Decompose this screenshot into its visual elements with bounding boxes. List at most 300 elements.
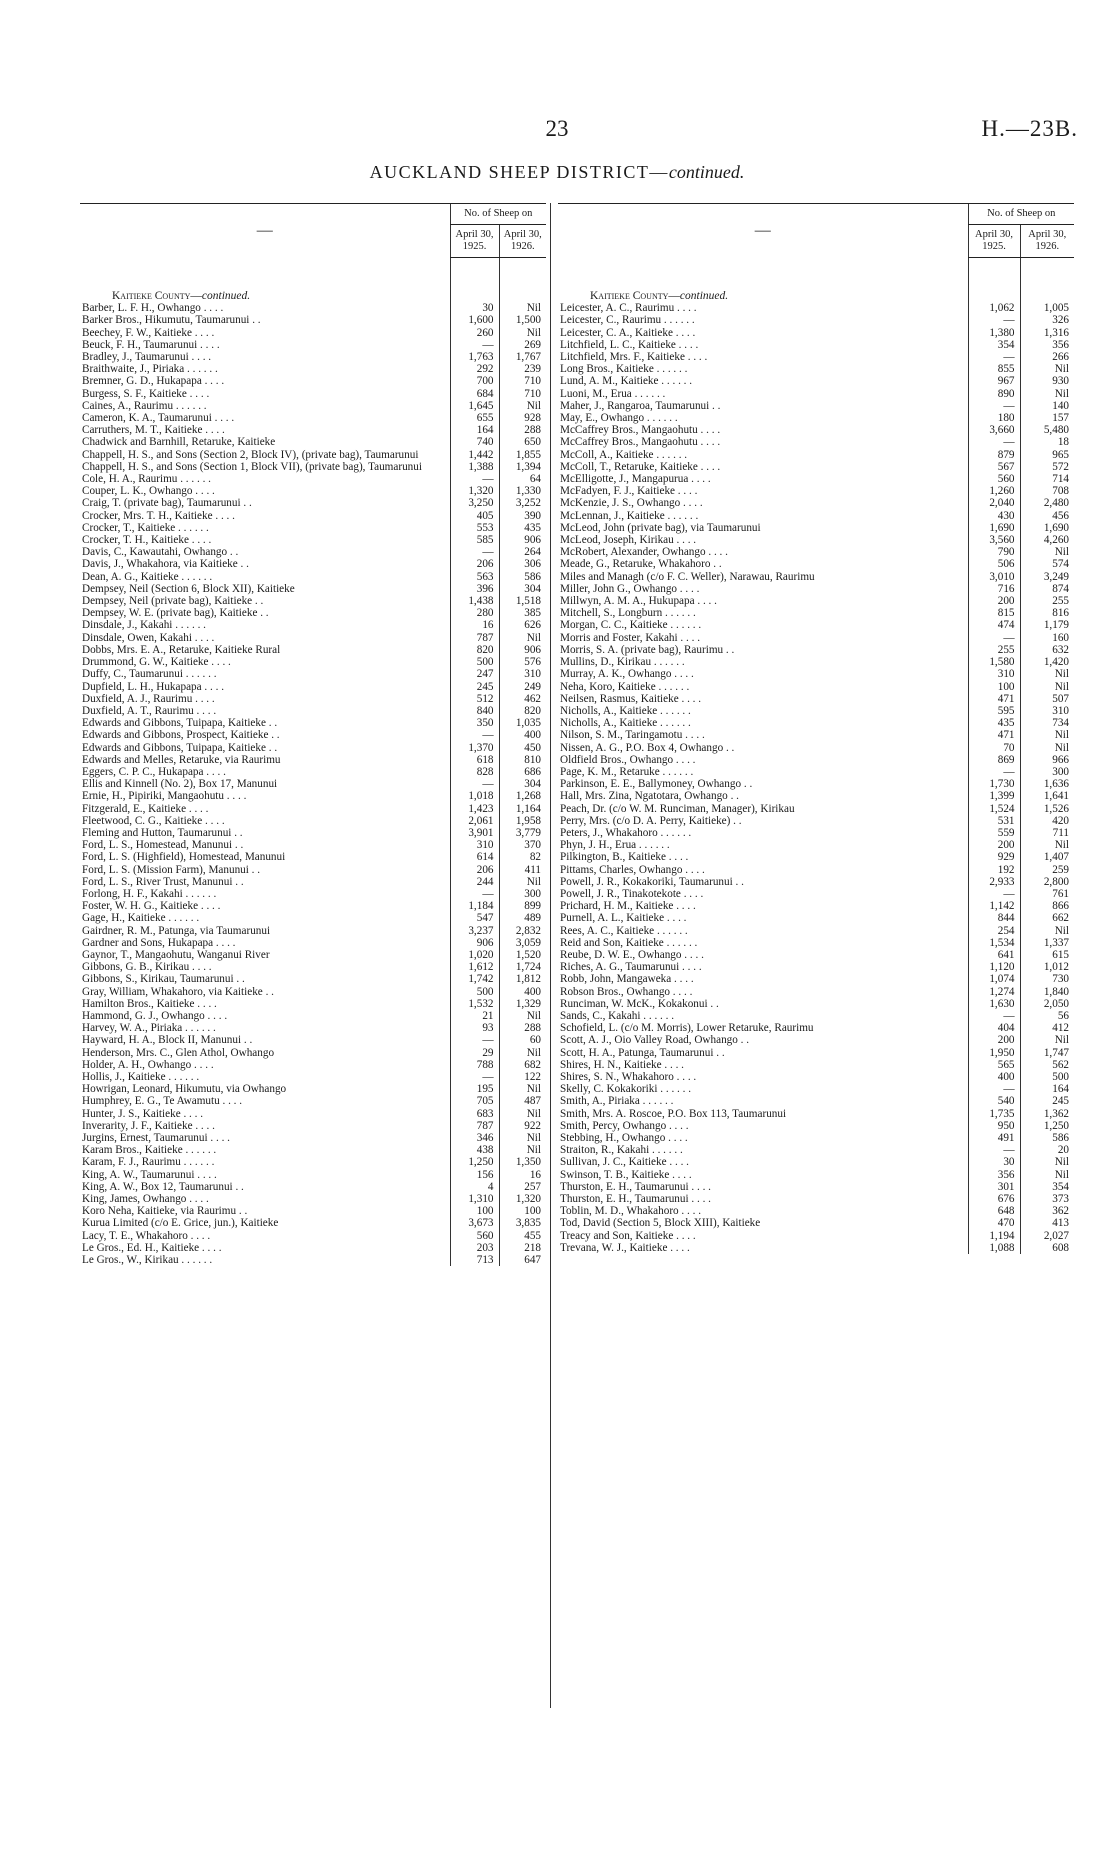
table-row <box>558 1120 1074 1132</box>
sheepowner-name: Howrigan, Leonard, Hikumutu, via Owhango <box>82 1083 287 1096</box>
table-row <box>80 1132 546 1144</box>
sheepowner-name: Barber, L. F. H., Owhango . . . . <box>82 302 224 315</box>
sheepowner-name: Barker Bros., Hikumutu, Taumarunui . . <box>82 314 261 327</box>
sheep-count-1926: 1,350 <box>499 1156 546 1168</box>
table-row <box>80 949 546 961</box>
sheep-count-1925: 2,040 <box>968 497 1020 509</box>
sheep-count-1925: 547 <box>450 912 499 924</box>
sheepowner-name: McLeod, Joseph, Kirikau . . . . <box>560 534 697 547</box>
sheep-count-1925: 585 <box>450 534 499 546</box>
sheep-count-1926: 1,641 <box>1020 790 1074 802</box>
sheep-count-1925: — <box>450 778 499 790</box>
sheep-count-1925: 1,088 <box>968 1242 1020 1254</box>
sheep-count-1925: — <box>968 1010 1020 1022</box>
sheepowner-name: Ford, L. S. (Mission Farm), Manunui . . <box>82 863 261 876</box>
sheep-count-1925: 280 <box>450 607 499 619</box>
table-row <box>558 925 1074 937</box>
sheepowner-name: King, A. W., Box 12, Taumarunui . . <box>82 1180 244 1193</box>
sheep-count-1926: Nil <box>499 1144 546 1156</box>
sheepowner-name: Karam, F. J., Raurimu . . . . . . <box>82 1156 215 1169</box>
table-row <box>80 1181 546 1193</box>
table-row <box>80 1071 546 1083</box>
table-row <box>558 375 1074 387</box>
sheep-count-1926: 310 <box>1020 705 1074 717</box>
table-row <box>80 1242 546 1254</box>
sheep-count-1926: Nil <box>1020 1034 1074 1046</box>
table-row <box>80 717 546 729</box>
table-row <box>80 473 546 485</box>
sheep-count-1925: 1,735 <box>968 1108 1020 1120</box>
table-row <box>80 803 546 815</box>
sheep-count-1925: 1,018 <box>450 790 499 802</box>
table-row <box>80 937 546 949</box>
sheep-count-1926: 1,747 <box>1020 1047 1074 1059</box>
table-row <box>80 461 546 473</box>
sheep-count-1925: 200 <box>968 595 1020 607</box>
table-row <box>80 815 546 827</box>
sheep-count-1926: 615 <box>1020 949 1074 961</box>
table-row <box>558 778 1074 790</box>
table-row <box>558 1047 1074 1059</box>
sheep-count-1925: 195 <box>450 1083 499 1095</box>
sheep-count-1926: 1,690 <box>1020 522 1074 534</box>
sheep-count-1925: 1,442 <box>450 449 499 461</box>
table-row <box>80 1254 546 1266</box>
sheepowner-name: Straiton, R., Kakahi . . . . . . <box>560 1144 683 1157</box>
sheepowner-name: Ellis and Kinnell (No. 2), Box 17, Manunui <box>82 778 278 791</box>
table-row <box>80 1010 546 1022</box>
sheepowner-name: Braithwaite, J., Piriaka . . . . . . <box>82 363 218 376</box>
sheep-count-1926: 385 <box>499 607 546 619</box>
sheep-count-1926: Nil <box>499 1010 546 1022</box>
sheepowner-name: King, James, Owhango . . . . <box>82 1193 209 1206</box>
sheep-count-1925: 1,260 <box>968 485 1020 497</box>
sheep-count-1926: 4,260 <box>1020 534 1074 546</box>
sheepowner-name: Skelly, C. Kokakoriki . . . . . . <box>560 1083 692 1096</box>
table-row <box>80 558 546 570</box>
sheep-count-1925: 244 <box>450 876 499 888</box>
sheepowner-name: Beuck, F. H., Taumarunui . . . . <box>82 338 220 351</box>
sheep-count-1926: 1,500 <box>499 314 546 326</box>
sheep-count-1926: 1,767 <box>499 351 546 363</box>
sheep-count-1925: — <box>450 729 499 741</box>
page-number: 23 <box>545 116 569 141</box>
table-row <box>558 510 1074 522</box>
col-1926-header: April 30, 1926. <box>1020 225 1074 258</box>
sheepowner-name: Pittams, Charles, Owhango . . . . <box>560 863 705 876</box>
sheep-count-1925: 70 <box>968 742 1020 754</box>
sheepowner-name: Thurston, E. H., Taumarunui . . . . <box>560 1193 711 1206</box>
sheep-count-1926: 1,316 <box>1020 327 1074 339</box>
sheepowner-name: Reid and Son, Kaitieke . . . . . . <box>560 936 698 949</box>
sheep-count-1926: 650 <box>499 436 546 448</box>
sheep-count-1925: 641 <box>968 949 1020 961</box>
sheepowner-name: Gardner and Sons, Hukapapa . . . . <box>82 936 236 949</box>
sheep-count-1925: 705 <box>450 1095 499 1107</box>
sheep-count-1925: 164 <box>450 424 499 436</box>
sheepowner-name: Gray, William, Whakahoro, via Kaitieke . . <box>82 985 274 998</box>
sheep-count-1925: 200 <box>968 1034 1020 1046</box>
table-row <box>558 583 1074 595</box>
sheep-count-1925: 471 <box>968 693 1020 705</box>
sheep-count-1926: 626 <box>499 619 546 631</box>
sheep-count-1926: Nil <box>1020 925 1074 937</box>
table-row <box>558 607 1074 619</box>
table-row <box>558 1034 1074 1046</box>
sheep-count-1925: 260 <box>450 327 499 339</box>
sheep-count-1925: 1,062 <box>968 302 1020 314</box>
sheep-count-1926: 435 <box>499 522 546 534</box>
sheep-count-1926: 16 <box>499 1169 546 1181</box>
sheep-count-1926: 930 <box>1020 375 1074 387</box>
sheep-count-1926: 3,779 <box>499 827 546 839</box>
table-row <box>80 888 546 900</box>
sheep-count-1925: 828 <box>450 766 499 778</box>
sheepowner-name: Burgess, S. F., Kaitieke . . . . <box>82 387 210 400</box>
sheep-count-1925: 614 <box>450 851 499 863</box>
table-row <box>80 619 546 631</box>
table-row <box>80 742 546 754</box>
sheep-count-1925: 1,074 <box>968 973 1020 985</box>
sheep-count-1926: 288 <box>499 1022 546 1034</box>
table-row <box>80 412 546 424</box>
sheep-count-1926: 906 <box>499 534 546 546</box>
sheep-count-1926: 572 <box>1020 461 1074 473</box>
sheep-count-1925: 3,237 <box>450 925 499 937</box>
sheep-count-group-header: No. of Sheep on <box>450 204 546 225</box>
sheep-count-1925: — <box>968 1144 1020 1156</box>
sheep-count-1926: 157 <box>1020 412 1074 424</box>
sheep-count-1926: 2,480 <box>1020 497 1074 509</box>
table-row <box>558 595 1074 607</box>
sheepowner-name: McCaffrey Bros., Mangaohutu . . . . <box>560 424 721 437</box>
sheep-count-1925: 203 <box>450 1242 499 1254</box>
sheepowner-name: Maher, J., Rangaroa, Taumarunui . . <box>560 399 721 412</box>
sheep-count-1925: 200 <box>968 839 1020 851</box>
sheep-count-1926: 455 <box>499 1230 546 1242</box>
sheepowner-name: Sullivan, J. C., Kaitieke . . . . <box>560 1156 689 1169</box>
table-row <box>558 534 1074 546</box>
sheep-count-1926: 1,330 <box>499 485 546 497</box>
sheepowner-name: Morgan, C. C., Kaitieke . . . . . . <box>560 619 702 632</box>
sheepowner-name: McElligotte, J., Mangapurua . . . . <box>560 473 711 486</box>
sheep-count-1925: 788 <box>450 1059 499 1071</box>
sheepowner-name: Chadwick and Barnhill, Retaruke, Kaitieke <box>82 436 276 449</box>
sheep-count-1926: 412 <box>1020 1022 1074 1034</box>
sheep-count-1925: 787 <box>450 1120 499 1132</box>
sheep-count-1926: 3,059 <box>499 937 546 949</box>
sheep-count-1925: 356 <box>968 1169 1020 1181</box>
sheepowner-name: Peach, Dr. (c/o W. M. Runciman, Manager), Kirikau <box>560 802 795 815</box>
sheep-count-1925: 310 <box>450 839 499 851</box>
sheep-count-1926: 1,362 <box>1020 1108 1074 1120</box>
sheep-count-1925: 180 <box>968 412 1020 424</box>
table-row <box>558 876 1074 888</box>
sheep-count-1926: 1,035 <box>499 717 546 729</box>
sheep-count-1926: 370 <box>499 839 546 851</box>
sheepowner-name: Fleming and Hutton, Taumarunui . . <box>82 826 243 839</box>
sheepowner-name: Crocker, Mrs. T. H., Kaitieke . . . . <box>82 509 235 522</box>
sheep-count-1926: 300 <box>1020 766 1074 778</box>
sheep-count-1925: 1,250 <box>450 1156 499 1168</box>
table-row <box>558 632 1074 644</box>
sheep-count-1926: 500 <box>1020 1071 1074 1083</box>
table-row <box>80 1059 546 1071</box>
table-row <box>558 1010 1074 1022</box>
sheep-count-1925: 512 <box>450 693 499 705</box>
sheepowner-name: Ford, L. S. (Highfield), Homestead, Manunui <box>82 851 286 864</box>
sheepowner-name: McLennan, J., Kaitieke . . . . . . <box>560 509 699 522</box>
sheep-count-1926: 356 <box>1020 339 1074 351</box>
sheep-count-1926: 708 <box>1020 485 1074 497</box>
table-row <box>80 314 546 326</box>
sheepowner-name: Hayward, H. A., Block II, Manunui . . <box>82 1034 253 1047</box>
sheep-count-1926: Nil <box>499 876 546 888</box>
table-header-row <box>80 204 546 225</box>
table-row <box>558 827 1074 839</box>
table-row <box>558 1242 1074 1254</box>
sheepowner-name: Smith, Percy, Owhango . . . . <box>560 1119 689 1132</box>
sheep-count-1926: 2,832 <box>499 925 546 937</box>
sheep-count-1925: — <box>450 546 499 558</box>
sheep-count-1926: 249 <box>499 681 546 693</box>
right-column <box>558 203 1074 1708</box>
table-row <box>80 681 546 693</box>
sheepowner-name: Holder, A. H., Owhango . . . . <box>82 1058 214 1071</box>
sheepowner-name: Trevana, W. J., Kaitieke . . . . <box>560 1241 690 1254</box>
sheep-count-1926: Nil <box>499 1132 546 1144</box>
sheep-count-1926: Nil <box>499 302 546 314</box>
sheep-count-1926: 122 <box>499 1071 546 1083</box>
column-separator <box>550 203 551 1708</box>
table-row <box>558 1169 1074 1181</box>
sheep-count-1925: — <box>968 1083 1020 1095</box>
sheep-count-1926: 255 <box>1020 595 1074 607</box>
sheepowner-name: Smith, A., Piriaka . . . . . . <box>560 1095 674 1108</box>
sheep-count-1925: 540 <box>968 1095 1020 1107</box>
sheep-count-1925: 500 <box>450 986 499 998</box>
sheepowner-name: Stebbing, H., Owhango . . . . <box>560 1132 688 1145</box>
sheep-count-1925: 30 <box>968 1156 1020 1168</box>
sheepowner-name: Murray, A. K., Owhango . . . . <box>560 668 694 681</box>
sheep-count-1925: 292 <box>450 363 499 375</box>
sheepowner-name: Nissen, A. G., P.O. Box 4, Owhango . . <box>560 741 735 754</box>
sheep-count-1925: 559 <box>968 827 1020 839</box>
sheep-count-1925: — <box>450 1071 499 1083</box>
table-row <box>80 827 546 839</box>
table-row <box>558 1095 1074 1107</box>
sheep-count-1925: 3,560 <box>968 534 1020 546</box>
table-row <box>558 388 1074 400</box>
table-row <box>558 619 1074 631</box>
sheep-count-1925: — <box>968 766 1020 778</box>
sheep-count-1926: Nil <box>1020 546 1074 558</box>
sheep-count-1926: 304 <box>499 778 546 790</box>
sheep-count-1926: 1,012 <box>1020 961 1074 973</box>
sheep-count-1926: Nil <box>1020 729 1074 741</box>
table-row <box>558 949 1074 961</box>
sheep-count-1925: 247 <box>450 668 499 680</box>
table-row <box>80 375 546 387</box>
sheep-count-1926: 734 <box>1020 717 1074 729</box>
county-name: Kaitieke County— <box>112 290 202 302</box>
table-body <box>558 258 1074 1255</box>
sheep-count-1926: 64 <box>499 473 546 485</box>
sheep-count-1925: 350 <box>450 717 499 729</box>
table-row <box>558 558 1074 570</box>
table-row <box>80 729 546 741</box>
sheepowner-name: Chappell, H. S., and Sons (Section 2, Block IV), (private bag), Taumarunui <box>82 448 419 461</box>
table-row <box>558 1193 1074 1205</box>
sheepowner-name: Dinsdale, Owen, Kakahi . . . . <box>82 631 215 644</box>
sheep-count-1926: 966 <box>1020 754 1074 766</box>
sheepowner-name: Mullins, D., Kirikau . . . . . . <box>560 656 685 669</box>
table-row <box>558 1217 1074 1229</box>
table-row <box>80 351 546 363</box>
table-row <box>558 815 1074 827</box>
sheepowner-name: Crocker, T. H., Kaitieke . . . . <box>82 534 212 547</box>
table-row <box>80 644 546 656</box>
sheepowner-name: Eggers, C. P. C., Hukapapa . . . . <box>82 765 226 778</box>
table-row <box>80 839 546 851</box>
sheepowner-name: Ford, L. S., River Trust, Manunui . . <box>82 875 244 888</box>
sheep-count-1926: 761 <box>1020 888 1074 900</box>
sheep-count-1925: 787 <box>450 632 499 644</box>
table-row <box>558 766 1074 778</box>
sheep-count-1925: 396 <box>450 583 499 595</box>
sheepowner-name: Bremner, G. D., Hukapapa . . . . <box>82 375 225 388</box>
sheep-count-1925: 30 <box>450 302 499 314</box>
sheep-count-1925: 890 <box>968 388 1020 400</box>
sheep-count-1925: 676 <box>968 1193 1020 1205</box>
table-row <box>80 790 546 802</box>
table-row <box>558 1083 1074 1095</box>
sheep-count-1925: 430 <box>968 510 1020 522</box>
sheep-count-1926: 82 <box>499 851 546 863</box>
sheepowner-name: Phyn, J. H., Erua . . . . . . <box>560 839 670 852</box>
sheepowner-name: Perry, Mrs. (c/o D. A. Perry, Kaitieke) . . <box>560 814 742 827</box>
sheep-count-1925: 474 <box>968 619 1020 631</box>
sheepowner-name: Beechey, F. W., Kaitieke . . . . <box>82 326 215 339</box>
sheepowner-name: Forlong, H. F., Kakahi . . . . . . <box>82 887 217 900</box>
table-row <box>558 363 1074 375</box>
table-row <box>558 497 1074 509</box>
table-row <box>80 510 546 522</box>
sheepowner-name: Foster, W. H. G., Kaitieke . . . . <box>82 900 221 913</box>
sheep-count-1926: 1,724 <box>499 961 546 973</box>
col-1926-header: April 30, 1926. <box>499 225 546 258</box>
county-heading <box>558 290 968 302</box>
sheep-count-1925: 855 <box>968 363 1020 375</box>
sheepowner-name: McColl, A., Kaitieke . . . . . . <box>560 448 688 461</box>
sheepowner-name: Smith, Mrs. A. Roscoe, P.O. Box 113, Taumarunui <box>560 1107 787 1120</box>
sheepowner-name: Rees, A. C., Kaitieke . . . . . . <box>560 924 688 937</box>
sheep-count-1925: 1,274 <box>968 986 1020 998</box>
sheepowner-name: Le Gros., Ed. H., Kaitieke . . . . <box>82 1241 222 1254</box>
table-row <box>558 864 1074 876</box>
sheep-count-1925: 1,438 <box>450 595 499 607</box>
sheepowner-name: McLeod, John (private bag), via Taumarunui <box>560 521 761 534</box>
sheep-count-1925: 567 <box>968 461 1020 473</box>
sheep-count-1926: 462 <box>499 693 546 705</box>
table-row <box>558 436 1074 448</box>
document-reference: H.—23B. <box>981 116 1078 141</box>
table-row <box>558 656 1074 668</box>
sheep-count-1926: 304 <box>499 583 546 595</box>
table-row <box>80 595 546 607</box>
sheep-count-1925: 21 <box>450 1010 499 1022</box>
table-row <box>558 1059 1074 1071</box>
sheep-count-1925: 820 <box>450 644 499 656</box>
sheep-count-1926: 1,518 <box>499 595 546 607</box>
sheepowner-name: Chappell, H. S., and Sons (Section 1, Block VII), (private bag), Taumarunui <box>82 460 422 473</box>
sheep-count-1926: 1,526 <box>1020 803 1074 815</box>
table-row <box>80 1108 546 1120</box>
table-row <box>80 693 546 705</box>
table-row <box>80 912 546 924</box>
table-row <box>80 668 546 680</box>
sheep-count-1925: 354 <box>968 339 1020 351</box>
sheep-count-1926: 730 <box>1020 973 1074 985</box>
sheep-count-1926: 586 <box>1020 1132 1074 1144</box>
table-header-row <box>558 204 1074 225</box>
sheep-count-1925: 156 <box>450 1169 499 1181</box>
sheepowner-name: Dupfield, L. H., Hukapapa . . . . <box>82 680 224 693</box>
sheep-count-1926: 507 <box>1020 693 1074 705</box>
table-row <box>558 1205 1074 1217</box>
table-row <box>80 766 546 778</box>
sheep-count-1926: Nil <box>499 1083 546 1095</box>
sheepowner-name: Neha, Koro, Kaitieke . . . . . . <box>560 680 690 693</box>
table-row <box>80 1034 546 1046</box>
sheep-count-1925: 1,320 <box>450 485 499 497</box>
table-row <box>558 1132 1074 1144</box>
sheep-count-1925: 301 <box>968 1181 1020 1193</box>
sheep-count-1925: 1,388 <box>450 461 499 473</box>
sheep-count-1925: 310 <box>968 668 1020 680</box>
sheepowner-name: Ernie, H., Pipiriki, Mangaohutu . . . . <box>82 790 247 803</box>
table-row <box>558 546 1074 558</box>
sheep-count-1926: Nil <box>1020 1156 1074 1168</box>
table-row <box>558 302 1074 314</box>
sheep-count-1926: 3,835 <box>499 1217 546 1229</box>
sheep-count-1925: 1,763 <box>450 351 499 363</box>
sheepowner-name: Oldfield Bros., Owhango . . . . <box>560 753 696 766</box>
sheep-count-1925: 2,061 <box>450 815 499 827</box>
table-row <box>558 1144 1074 1156</box>
sheep-count-1926: 288 <box>499 424 546 436</box>
sheepowner-name: Robb, John, Mangaweka . . . . <box>560 973 694 986</box>
sheepowner-name: Leicester, A. C., Raurimu . . . . <box>560 302 697 315</box>
sheep-count-1925: 1,612 <box>450 961 499 973</box>
sheep-count-1926: 1,179 <box>1020 619 1074 631</box>
sheep-count-1925: 506 <box>968 558 1020 570</box>
sheep-count-1926: 1,636 <box>1020 778 1074 790</box>
sheep-count-1926: 3,252 <box>499 497 546 509</box>
sheepowner-name: Inverarity, J. F., Kaitieke . . . . <box>82 1119 215 1132</box>
sheep-count-1925: — <box>450 473 499 485</box>
sheep-count-1925: 1,630 <box>968 998 1020 1010</box>
sheep-count-1926: Nil <box>499 327 546 339</box>
sheep-count-1925: 648 <box>968 1205 1020 1217</box>
table-row <box>558 790 1074 802</box>
sheep-count-1926: 390 <box>499 510 546 522</box>
table-row <box>558 424 1074 436</box>
sheep-count-1925: 16 <box>450 619 499 631</box>
sheepowner-name: Humphrey, E. G., Te Awamutu . . . . <box>82 1095 243 1108</box>
table-row <box>80 607 546 619</box>
sheep-count-1926: 1,520 <box>499 949 546 961</box>
